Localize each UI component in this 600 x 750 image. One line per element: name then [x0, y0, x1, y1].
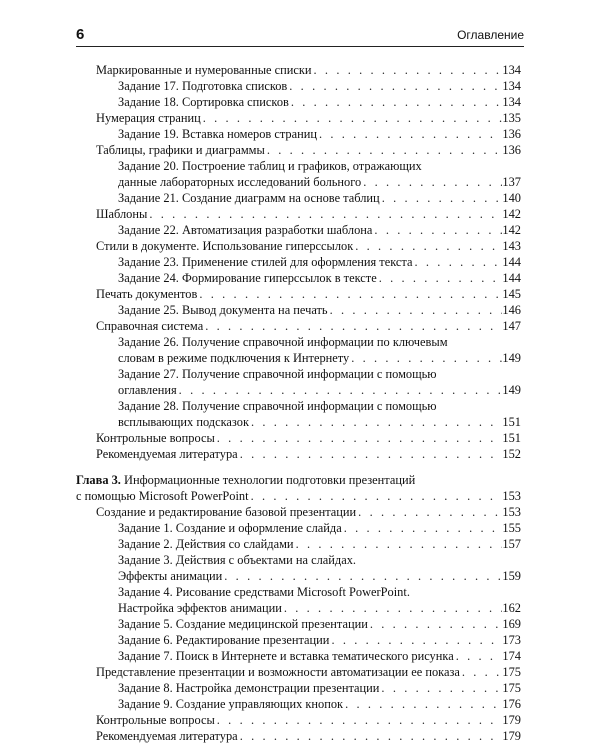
toc-entry	[76, 222, 521, 238]
toc-entry-title: Контрольные вопросы	[96, 713, 215, 727]
toc-entry	[76, 94, 521, 110]
toc-entry-line	[96, 318, 521, 334]
toc-entry-line	[118, 254, 521, 270]
toc-entry-line	[118, 222, 521, 238]
leader-dots	[353, 238, 502, 254]
toc-entry-page: 179	[502, 713, 521, 727]
leader-dots	[356, 504, 502, 520]
toc-entry	[76, 190, 521, 206]
toc-entry-page: 174	[502, 649, 521, 663]
toc-entry	[76, 680, 521, 696]
toc-entry-line	[96, 142, 521, 158]
toc-entry-line	[118, 398, 521, 414]
toc-entry-line	[118, 350, 521, 366]
toc-entry-page: 149	[502, 351, 521, 365]
toc-entry-line	[118, 680, 521, 696]
toc-entry-title: Задание 1. Создание и оформление слайда	[118, 521, 342, 535]
toc-entry-page: 175	[502, 681, 521, 695]
toc-entry	[76, 504, 521, 520]
toc-entry-title: Задание 25. Вывод документа на печать	[118, 303, 328, 317]
leader-dots	[328, 302, 503, 318]
toc-entry-page: 135	[502, 111, 521, 125]
toc-entry-page: 169	[502, 617, 521, 631]
toc-entry	[76, 728, 521, 744]
toc-entry	[76, 366, 521, 398]
leader-dots	[201, 110, 503, 126]
toc-entry-title: Справочная система	[96, 319, 204, 333]
leader-dots	[249, 488, 503, 504]
toc-entry-page: 144	[502, 271, 521, 285]
toc-entry-title: Контрольные вопросы	[96, 431, 215, 445]
toc-entry-page: 175	[502, 665, 521, 679]
toc-entry	[76, 430, 521, 446]
leader-dots	[282, 600, 503, 616]
toc-entry	[76, 270, 521, 286]
toc-entry	[76, 446, 521, 462]
toc-entry	[76, 552, 521, 584]
toc-section-2	[76, 504, 521, 744]
leader-dots	[379, 680, 502, 696]
leader-dots	[294, 536, 503, 552]
toc-entry-page: 159	[502, 569, 521, 583]
toc-entry	[76, 126, 521, 142]
toc-entry-page: 143	[502, 239, 521, 253]
leader-dots	[368, 616, 503, 632]
toc-entry-page: 140	[502, 191, 521, 205]
page-number: 6	[76, 26, 85, 43]
leader-dots	[372, 222, 502, 238]
toc-entry-title: Задание 7. Поиск в Интернете и вставка тематического рисунка	[118, 649, 454, 663]
toc-entry-line	[118, 382, 521, 398]
toc-entry-line	[118, 584, 521, 600]
toc-entry	[76, 520, 521, 536]
toc-entry-page: 142	[502, 207, 521, 221]
leader-dots	[222, 568, 502, 584]
toc-entry-title: Рекомендуемая литература	[96, 729, 238, 743]
leader-dots	[454, 648, 503, 664]
table-of-contents	[76, 62, 521, 744]
toc-entry-title: Задание 17. Подготовка списков	[118, 79, 288, 93]
toc-entry-line	[96, 238, 521, 254]
toc-entry	[76, 142, 521, 158]
toc-entry-line	[118, 552, 521, 568]
toc-entry-line	[96, 712, 521, 728]
toc-entry-line	[118, 414, 521, 430]
leader-dots	[238, 728, 503, 744]
toc-entry-title: Задание 6. Редактирование презентации	[118, 633, 330, 647]
toc-entry-page: 179	[502, 729, 521, 743]
toc-entry-title: Задание 24. Формирование гиперссылок в тексте	[118, 271, 377, 285]
chapter-title-part-2: с помощью Microsoft PowerPoint	[76, 489, 249, 503]
toc-entry-page: 147	[502, 319, 521, 333]
toc-entry-line	[118, 648, 521, 664]
toc-entry-title: Задание 27. Получение справочной информации с помощью	[118, 367, 437, 381]
toc-entry-page: 173	[502, 633, 521, 647]
leader-dots	[203, 318, 502, 334]
toc-entry-page: 134	[502, 63, 521, 77]
toc-entry-line	[96, 728, 521, 744]
leader-dots	[287, 78, 502, 94]
leader-dots	[317, 126, 502, 142]
toc-entry-title: Задание 18. Сортировка списков	[118, 95, 289, 109]
chapter-title-line-2	[76, 488, 521, 504]
leader-dots	[343, 696, 502, 712]
toc-entry-title: Задание 3. Действия с объектами на слайдах.	[118, 553, 357, 567]
toc-entry-line	[96, 430, 521, 446]
toc-entry-title: Задание 23. Применение стилей для оформления текста	[118, 255, 413, 269]
leader-dots	[197, 286, 502, 302]
toc-entry-line	[118, 158, 521, 174]
toc-entry	[76, 302, 521, 318]
toc-entry	[76, 110, 521, 126]
toc-entry	[76, 712, 521, 728]
toc-entry-line	[118, 174, 521, 190]
toc-entry-title: Таблицы, графики и диаграммы	[96, 143, 265, 157]
toc-entry-title: Рекомендуемая литература	[96, 447, 238, 461]
toc-entry-page: 155	[502, 521, 521, 535]
toc-entry	[76, 78, 521, 94]
toc-entry	[76, 206, 521, 222]
toc-entry-title: оглавления	[118, 383, 177, 397]
toc-entry-title: всплывающих подсказок	[118, 415, 249, 429]
toc-entry-line	[118, 520, 521, 536]
leader-dots	[312, 62, 503, 78]
toc-entry	[76, 536, 521, 552]
chapter-label: Глава 3.	[76, 473, 121, 487]
toc-section-1	[76, 62, 521, 462]
toc-entry	[76, 616, 521, 632]
toc-entry-line	[118, 366, 521, 382]
toc-entry-line	[118, 568, 521, 584]
toc-entry-title: Задание 22. Автоматизация разработки шаблона	[118, 223, 373, 237]
leader-dots	[265, 142, 503, 158]
toc-entry-line	[96, 504, 521, 520]
toc-entry-line	[118, 126, 521, 142]
toc-entry-line	[118, 94, 521, 110]
toc-entry-page: 144	[502, 255, 521, 269]
toc-entry	[76, 334, 521, 366]
toc-entry-title: Настройка эффектов анимации	[118, 601, 282, 615]
toc-entry-title: Задание 21. Создание диаграмм на основе таблиц	[118, 191, 380, 205]
toc-entry-page: 153	[502, 505, 521, 519]
toc-entry-title: словам в режиме подключения к Интернету	[118, 351, 350, 365]
chapter-heading	[76, 472, 521, 504]
page-header	[76, 26, 524, 47]
toc-entry-line	[96, 110, 521, 126]
toc-entry-page: 137	[502, 175, 521, 189]
toc-entry-title: Задание 5. Создание медицинской презентации	[118, 617, 368, 631]
toc-entry-title: Эффекты анимации	[118, 569, 223, 583]
toc-entry	[76, 254, 521, 270]
toc-entry-line	[118, 696, 521, 712]
toc-entry-title: Задание 28. Получение справочной информации с помощью	[118, 399, 437, 413]
toc-entry-title: Стили в документе. Использование гиперссылок	[96, 239, 354, 253]
leader-dots	[380, 190, 503, 206]
toc-entry-title: Нумерация страниц	[96, 111, 201, 125]
toc-entry-line	[96, 286, 521, 302]
toc-entry-line	[96, 446, 521, 462]
leader-dots	[177, 382, 503, 398]
leader-dots	[349, 350, 502, 366]
toc-entry-title: данные лабораторных исследований больного	[118, 175, 362, 189]
toc-entry-line	[96, 62, 521, 78]
toc-entry	[76, 584, 521, 616]
toc-entry	[76, 238, 521, 254]
leader-dots	[413, 254, 503, 270]
leader-dots	[238, 446, 503, 462]
toc-entry	[76, 696, 521, 712]
toc-entry	[76, 632, 521, 648]
toc-entry-page: 151	[502, 415, 521, 429]
leader-dots	[460, 664, 503, 680]
leader-dots	[342, 520, 503, 536]
toc-entry-title: Шаблоны	[96, 207, 148, 221]
toc-entry-line	[118, 600, 521, 616]
toc-entry	[76, 398, 521, 430]
leader-dots	[329, 632, 502, 648]
toc-entry-page: 145	[502, 287, 521, 301]
toc-entry-line	[118, 334, 521, 350]
toc-entry-title: Задание 4. Рисование средствами Microsoft PowerPoint.	[118, 585, 410, 599]
toc-entry-page: 142	[502, 223, 521, 237]
toc-entry-page: 136	[502, 143, 521, 157]
toc-entry-page: 162	[502, 601, 521, 615]
toc-entry-title: Представление презентации и возможности автоматизации ее показа	[96, 665, 460, 679]
toc-entry	[76, 318, 521, 334]
toc-entry-line	[118, 270, 521, 286]
leader-dots	[249, 414, 502, 430]
leader-dots	[215, 712, 503, 728]
toc-entry-page: 134	[502, 79, 521, 93]
leader-dots	[147, 206, 502, 222]
toc-entry-page: 151	[502, 431, 521, 445]
toc-entry	[76, 286, 521, 302]
toc-entry-title: Задание 26. Получение справочной информации по ключевым	[118, 335, 448, 349]
toc-entry-title: Задание 19. Вставка номеров страниц	[118, 127, 317, 141]
chapter-title-line-1	[76, 472, 521, 488]
toc-entry	[76, 62, 521, 78]
toc-entry-page: 152	[502, 447, 521, 461]
toc-entry-line	[96, 206, 521, 222]
toc-entry-page: 149	[502, 383, 521, 397]
toc-entry-line	[118, 536, 521, 552]
toc-entry-title: Печать документов	[96, 287, 198, 301]
toc-entry-line	[96, 664, 521, 680]
toc-entry	[76, 648, 521, 664]
toc-entry-title: Задание 2. Действия со слайдами	[118, 537, 294, 551]
toc-entry-line	[118, 78, 521, 94]
toc-entry-page: 136	[502, 127, 521, 141]
toc-entry-line	[118, 190, 521, 206]
toc-entry-title: Задание 20. Построение таблиц и графиков, отражающих	[118, 159, 422, 173]
toc-entry-title: Создание и редактирование базовой презентации	[96, 505, 357, 519]
running-title: Оглавление	[457, 28, 524, 42]
toc-entry-line	[118, 302, 521, 318]
leader-dots	[215, 430, 503, 446]
chapter-title-part-1: Информационные технологии подготовки презентаций	[120, 473, 416, 487]
toc-entry-page: 146	[502, 303, 521, 317]
leader-dots	[361, 174, 502, 190]
toc-entry-title: Задание 8. Настройка демонстрации презентации	[118, 681, 380, 695]
chapter-page: 153	[502, 489, 521, 503]
toc-entry-title: Маркированные и нумерованные списки	[96, 63, 312, 77]
leader-dots	[289, 94, 503, 110]
toc-entry-page: 134	[502, 95, 521, 109]
toc-entry-line	[118, 632, 521, 648]
toc-entry-line	[118, 616, 521, 632]
toc-entry-title: Задание 9. Создание управляющих кнопок	[118, 697, 344, 711]
toc-entry	[76, 158, 521, 190]
toc-entry-page: 176	[502, 697, 521, 711]
leader-dots	[377, 270, 503, 286]
toc-entry-page: 157	[502, 537, 521, 551]
toc-entry	[76, 664, 521, 680]
